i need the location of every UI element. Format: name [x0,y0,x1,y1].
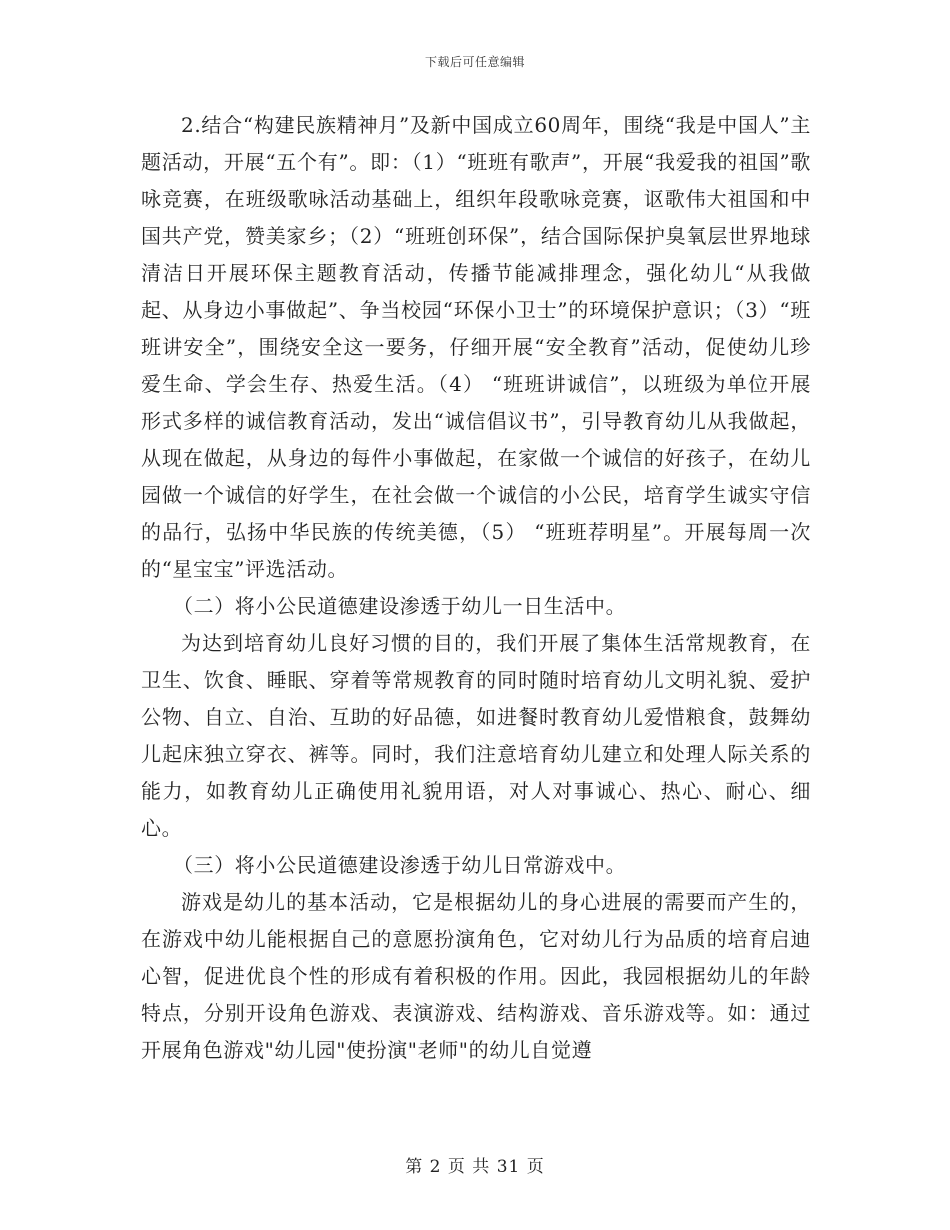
page-number-footer: 第 2 页 共 31 页 [405,1157,545,1177]
paragraph-five-activities: 2.结合“构建民族精神月”及新中国成立60周年，围绕“我是中国人”主题活动，开展“五个有”。即：（1）“班班有歌声”，开展“我爱我的祖国”歌咏竞赛，在班级歌咏活动基础上，组织年段歌咏竞赛，讴歌伟大祖国和中国共产党，赞美家乡；（2）“班班创环保”，结合国际保护臭氧层世界地球清洁日开展环保主题教育活动，传播节能减排理念，强化幼儿“从我做起、从身边小事做起”、争当校园“环保小卫士”的环境保护意识；（3）“班班讲安全”，围绕安全这一要务，仔细开展“安全教育”活动，促使幼儿珍爱生命、学会生存、热爱生活。（4） “班班讲诚信”，以班级为单位开展形式多样的诚信教育活动，发出“诚信倡议书”，引导教育幼儿从我做起，从现在做起，从身边的每件小事做起，在家做一个诚信的好孩子，在幼儿园做一个诚信的好学生，在社会做一个诚信的小公民，培育学生诚实守信的品行，弘扬中华民族的传统美德，（5） “班班荐明星”。开展每周一次的“星宝宝”评选活动。 [141,113,811,581]
section-heading-daily-life: （二）将小公民道德建设渗透于幼儿一日生活中。 [173,594,627,618]
header-note: 下载后可任意编辑 [424,55,525,69]
document-body [141,107,811,1069]
section-heading-games: （三）将小公民道德建设渗透于幼儿日常游戏中。 [173,853,627,877]
paragraph-daily-life: 为达到培育幼儿良好习惯的目的，我们开展了集体生活常规教育，在卫生、饮食、睡眠、穿着等常规教育的同时随时培育幼儿文明礼貌、爱护公物、自立、自治、互助的好品德，如进餐时教育幼儿爱惜粮食，鼓舞幼儿起床独立穿衣、裤等。同时，我们注意培育幼儿建立和处理人际关系的能力，如教育幼儿正确使用礼貌用语，对人对事诚心、热心、耐心、细心。 [141,631,811,840]
paragraph-games: 游戏是幼儿的基本活动，它是根据幼儿的身心进展的需要而产生的，在游戏中幼儿能根据自己的意愿扮演角色，它对幼儿行为品质的培育启迪心智，促进优良个性的形成有着积极的作用。因此，我园根据幼儿的年龄特点，分别开设角色游戏、表演游戏、结构游戏、音乐游戏等。如：通过开展角色游戏"幼儿园"使扮演"老师"的幼儿自觉遵 [141,890,811,1062]
